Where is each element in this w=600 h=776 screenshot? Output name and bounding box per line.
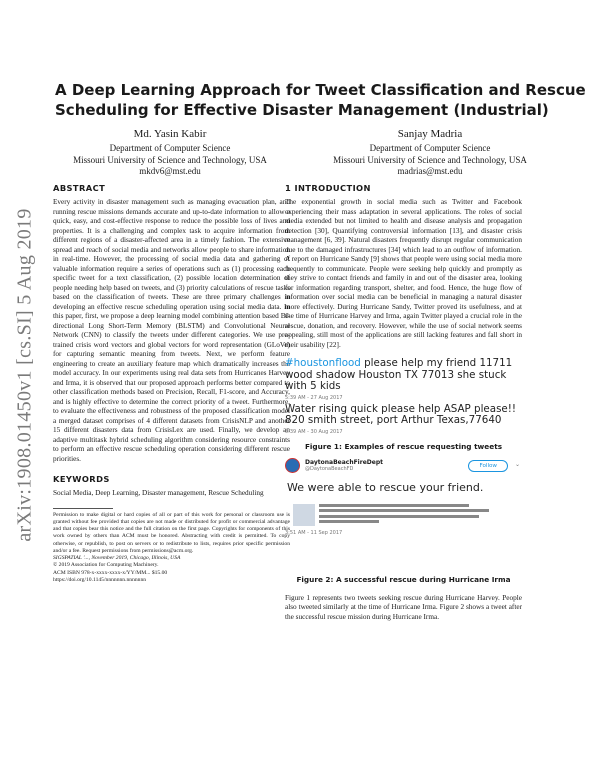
quoted-line xyxy=(319,520,379,523)
account-handle: @DaytonaBeachFD xyxy=(305,466,354,472)
account-avatar xyxy=(285,458,300,473)
author-name: Md. Yasin Kabir xyxy=(133,128,207,140)
abstract-heading: ABSTRACT xyxy=(53,183,106,193)
doi-line[interactable]: https://doi.org/10.1145/nnnnnnn.nnnnnnn xyxy=(53,576,147,583)
figure-2-caption: Figure 2: A successful rescue during Hurricane Irma xyxy=(296,574,511,584)
introduction-text: The exponential growth in social media such as Twitter and Facebook experiencing their mass adaptation in several applications. The roles of social media extended but not limited to health and disease analysis and propagation detection [30], Quantifying controversial information [13], and disaster crisis management [6, 39]. Natural disasters frequently disrupt regular communication due to the damaged infrastructures [34] which lead to an outflow of information. A report on Hurricane Sandy [9] shows that people were using social media more frequently to communicate. People were seeking help quickly and promptly as they strive to contact friends and family in and out of the disaster area, looking for information regarding transport, shelter, and food. Hence, the huge flow of information over social media can be beneficial in managing a natural disaster more effectively. During Hurricane Sandy, Twitter proved its usefulness, and at the time of Hurricane Harvey and Irma, again Twitter played a crucial role in the rescue, donation, and recovery. However, while the use of social network seems appealing, still most of the applications are still lacking features and fall short in their usability [22]. xyxy=(285,198,522,349)
copyright-line: © 2019 Association for Computing Machinery. xyxy=(53,562,159,569)
left-column xyxy=(53,183,290,584)
author-dept: Department of Computer Science xyxy=(369,143,491,153)
author-email: mkdv6@mst.edu xyxy=(139,166,201,176)
author-affiliation: Missouri University of Science and Technology, USA xyxy=(73,154,267,165)
figure-2 xyxy=(285,457,522,568)
author-affiliation: Missouri University of Science and Technology, USA xyxy=(333,154,527,165)
tweet-2-text: Water rising quick please help ASAP please!! 820 smith street, port Arthur Texas,77640 xyxy=(285,402,517,426)
paper-title xyxy=(55,80,586,120)
title-line-2: Scheduling for Effective Disaster Management (Industrial) xyxy=(55,101,549,119)
permission-notice: Permission to make digital or hard copies of all or part of this work for personal or classroom use is granted without fee provided that copies are not made or distributed for profit or commercial advantage and that copies bear this notice and the full citation on the first page. Copyrights for components of this work owned by others than ACM must be honored. Abstracting with credit is permitted. To copy otherwise, or republish, to post on servers or to redistribute to lists, requires prior specific permission and/or a fee. Request permissions from permissions@acm.org. xyxy=(53,511,290,554)
author-block-1 xyxy=(55,128,285,178)
quoted-tweet-lines xyxy=(319,504,489,526)
tweet-time: 3:51 AM - 11 Sep 2017 xyxy=(285,529,343,536)
figure-1-caption: Figure 1: Examples of rescue requesting tweets xyxy=(304,441,503,451)
follow-button[interactable]: Follow xyxy=(468,460,508,472)
quoted-tweet xyxy=(293,504,522,526)
tweet-1-body: please help my friend 11711 wood shadow Houston TX 77013 she stuck with 5 kids xyxy=(285,357,513,392)
arxiv-id-text: arXiv:1908.01450v1 [cs.SI] 5 Aug 2019 xyxy=(13,208,36,542)
introduction-heading: 1 INTRODUCTION xyxy=(285,183,371,193)
tweet-2-time: 5:39 AM - 30 Aug 2017 xyxy=(285,428,343,435)
quoted-line xyxy=(319,504,469,507)
abstract-text: Every activity in disaster management such as managing evacuation plan, and running rescue missions demands accurate and up-to-date information to allow a quick, easy, and cost-effective response to reduce the possible loss of lives and properties. It is a challenging and complex task to acquire information from different regions of a disaster-affected area in a timely fashion. The extensive spread and reach of social media and networks allow people to share information in real-time. However, the processing of social media data and gathering of valuable information require a series of operations such as (1) processing each specific tweet for a text classification, (2) possible location determination of people needing help based on tweets, and (3) priority calculations of rescue tasks based on the classification of tweets. These are three primary challenges in developing an effective rescue scheduling operation using social media data. In this paper, first, we propose a deep learning model combining attention based Bi-directional Long Short-Term Memory (BLSTM) and Convolutional Neural Network (CNN) to classify the tweets under different categories. We use pre-trained crisis word vectors and global vectors for word representation (GLoVe) for capturing semantic meaning from tweets. Next, we perform feature engineering to create an auxiliary feature map which dramatically increases the model accuracy. In our experiments using real data sets from Hurricanes Harvey and Irma, it is observed that our proposed approach performs better compared to other classification methods based on Precision, Recall, F1-score, and Accuracy, and is highly effective to determine the correct priority of a tweet. Furthermore, to evaluate the effectiveness and robustness of the proposed classification model a merged dataset comprises of 4 different datasets from CrisisNLP and another 15 different disasters data from CrisisLex are used. Finally, we develop an adaptive multitask hybrid scheduling algorithm considering resource constraints to perform an effective rescue scheduling operation considering different rescue priorities. xyxy=(53,198,290,463)
author-dept: Department of Computer Science xyxy=(109,143,231,153)
chevron-down-icon[interactable]: ⌄ xyxy=(514,461,520,468)
title-line-1: A Deep Learning Approach for Tweet Classification and Rescue xyxy=(55,81,586,99)
quoted-tweet-image xyxy=(293,504,315,526)
right-column xyxy=(285,183,522,622)
venue-line: SIGSPATIAL '..., November 2019, Chicago, Illinois, USA xyxy=(53,555,181,562)
quoted-line xyxy=(319,515,479,518)
isbn-line: ACM ISBN 978-x-xxxx-xxxx-x/YY/MM... $15.00 xyxy=(53,569,168,576)
quoted-line xyxy=(319,509,489,512)
keywords-heading: KEYWORDS xyxy=(53,474,110,484)
account-name: DaytonaBeachFireDept xyxy=(305,459,383,466)
post-figure-text: Figure 1 represents two tweets seeking rescue during Hurricane Harvey. People also tweeted similarly at the time of Hurricane Irma. Figure 2 shows a tweet after the successful rescue mission during Hurricane Irma. xyxy=(285,593,522,621)
author-email: madrias@mst.edu xyxy=(397,166,463,176)
hashtag-link[interactable]: #houstonflood xyxy=(285,357,361,369)
tweet-text: We were able to rescue your friend. xyxy=(287,480,484,494)
figure-1 xyxy=(285,358,522,451)
author-block-2 xyxy=(315,128,545,178)
arxiv-identifier xyxy=(10,190,40,560)
tweet-1-text xyxy=(285,358,522,393)
author-name: Sanjay Madria xyxy=(397,128,463,140)
keywords-text: Social Media, Deep Learning, Disaster management, Rescue Scheduling xyxy=(53,489,264,497)
tweet-1-time: 5:39 AM - 27 Aug 2017 xyxy=(285,394,343,401)
